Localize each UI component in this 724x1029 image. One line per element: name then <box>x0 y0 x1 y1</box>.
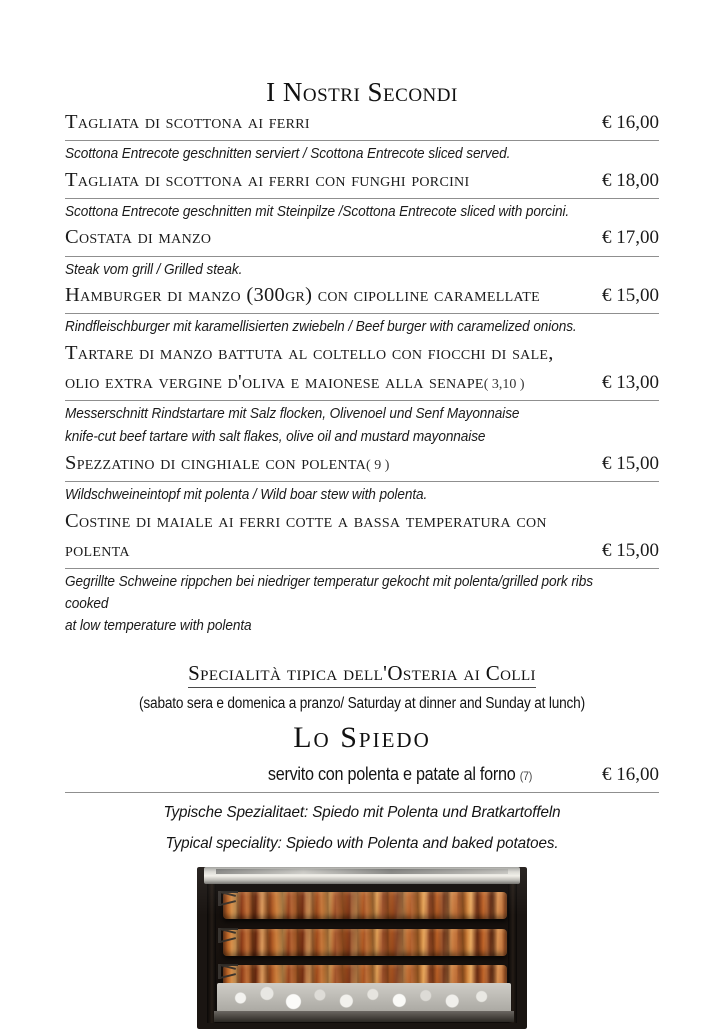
menu-item <box>65 449 659 507</box>
divider <box>65 140 659 141</box>
dish-name: Costata di manzo <box>65 226 212 249</box>
dish-name <box>65 449 585 478</box>
dish-name-text: olio extra vergine d'oliva e maionese alla senape <box>65 371 484 394</box>
rotisserie-fork <box>218 964 238 979</box>
dish-description: Rindfleischburger mit karamellisierten zwiebeln / Beef burger with caramelized onions. <box>65 319 577 336</box>
dish-row <box>65 166 659 195</box>
menu-item <box>65 507 659 638</box>
dish-row <box>65 281 659 310</box>
dish-description-line-2: knife-cut beef tartare with salt flakes, olive oil and mustard mayonnaise <box>65 429 486 446</box>
dish-row <box>65 536 659 565</box>
spiedo-photo <box>197 867 527 1029</box>
specialty-section <box>0 638 724 786</box>
dish-price: € 18,00 <box>602 169 659 191</box>
dish-price: € 15,00 <box>602 285 659 307</box>
dish-description: Wildschweineintopf mit polenta / Wild boar stew with polenta. <box>65 486 428 503</box>
divider <box>65 198 659 199</box>
menu-items-list <box>0 108 724 638</box>
menu-item <box>65 166 659 224</box>
dish-name-line-2: polenta <box>65 538 130 561</box>
menu-item <box>65 108 659 166</box>
dish-description: Scottona Entrecote geschnitten mit Steinpilze /Scottona Entrecote sliced with porcini. <box>65 203 570 220</box>
dish-description-line-2: at low temperature with polenta <box>65 618 252 635</box>
divider <box>65 256 659 257</box>
dish-price: € 17,00 <box>602 227 659 249</box>
oven-hood <box>204 867 521 884</box>
dish-name-line-1: Costine di maiale ai ferri cotte a bassa temperatura con <box>65 509 547 532</box>
allergen-marker: ( 9 ) <box>366 457 390 473</box>
dish-row <box>65 449 659 478</box>
specialty-dish-row <box>65 764 659 786</box>
ember-bed <box>217 983 511 1013</box>
rotisserie-fork <box>218 891 238 906</box>
divider <box>65 400 659 401</box>
meat-skewer-row <box>223 892 507 919</box>
dish-price: € 15,00 <box>602 452 659 474</box>
page-title: I Nostri Secondi <box>266 77 458 107</box>
allergen-marker: (7) <box>519 768 533 783</box>
divider <box>65 792 659 793</box>
divider <box>65 313 659 314</box>
dish-row <box>65 368 659 397</box>
dish-row <box>65 108 659 137</box>
dish-row <box>65 223 659 252</box>
specialty-serving-text: servito con polenta e patate al forno <box>267 763 516 784</box>
specialty-caption-en: Typical speciality: Spiedo with Polenta and baked potatoes. <box>165 835 559 853</box>
dish-price: € 16,00 <box>602 111 659 133</box>
divider <box>65 481 659 482</box>
spiedo-photo-image <box>197 867 527 1029</box>
meat-skewer-row <box>223 929 507 956</box>
dish-description: Steak vom grill / Grilled steak. <box>65 261 243 278</box>
specialty-dish-name: Lo Spiedo <box>293 721 431 755</box>
dish-description: Scottona Entrecote geschnitten serviert / Scottona Entrecote sliced served. <box>65 145 511 162</box>
divider <box>65 568 659 569</box>
dish-description-line-1: Gegrillte Schweine rippchen bei niedriger temperatur gekocht mit polenta/grilled pork ribs cooked <box>65 573 593 612</box>
dish-name: Hamburger di manzo (300gr) con cipolline caramellate <box>65 284 540 307</box>
specialty-title-wrap <box>65 660 659 688</box>
menu-item <box>65 339 659 449</box>
ash-tray <box>214 1011 514 1022</box>
rotisserie-fork <box>218 928 238 943</box>
specialty-serving <box>234 764 567 785</box>
allergen-marker: ( 3,10 ) <box>483 377 525 393</box>
dish-price: € 15,00 <box>602 539 659 561</box>
dish-description-line-1: Messerschnitt Rindstartare mit Salz flocken, Olivenoel und Senf Mayonnaise <box>65 406 520 423</box>
specialty-price: € 16,00 <box>602 763 659 785</box>
dish-name: Tagliata di scottona ai ferri <box>65 110 310 133</box>
dish-name-text: Spezzatino di cinghiale con polenta <box>65 451 367 474</box>
specialty-availability: (sabato sera e domenica a pranzo/ Saturday at dinner and Sunday at lunch) <box>139 695 585 713</box>
specialty-title: Specialità tipica dell'Osteria ai Colli <box>188 660 536 688</box>
menu-item <box>65 223 659 281</box>
dish-name-line-2 <box>65 368 585 397</box>
dish-name: Tagliata di scottona ai ferri con funghi porcini <box>65 168 470 191</box>
oven-rail-left <box>207 884 216 1023</box>
menu-item <box>65 281 659 339</box>
dish-price: € 13,00 <box>602 372 659 394</box>
dish-name-line-1: Tartare di manzo battuta al coltello con fiocchi di sale, <box>65 342 554 365</box>
specialty-caption-de: Typische Spezialitaet: Spiedo mit Polenta und Bratkartoffeln <box>163 803 561 821</box>
